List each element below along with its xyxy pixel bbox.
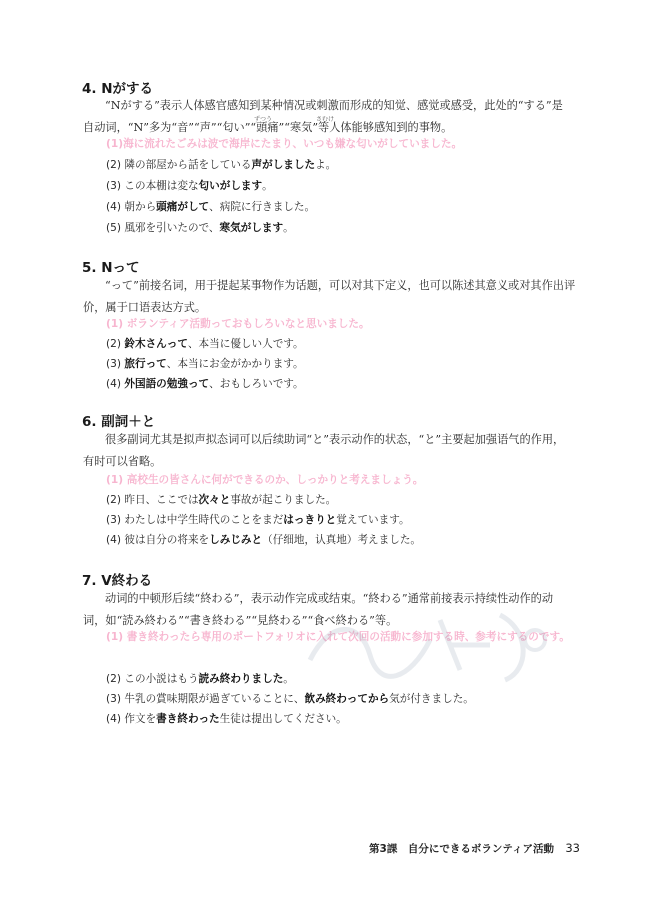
section-heading: 5. Nって — [82, 260, 140, 276]
description-line: “って”前接名词，用于提起某事物作为话题，可以对其下定义，也可以陈述其意义或对其作出评 — [105, 279, 576, 292]
example-sentence: (2) 鈴木さんって、本当に優しい人です。 — [106, 338, 304, 350]
example-sentence: (5) 風邪を引いたので、寒気がします。 — [106, 222, 294, 234]
lesson-title: 第3課 自分にできるボランティア活動 — [369, 843, 555, 855]
example-sentence: (1) ボランティア活動っておもしろいなと思いました。 — [106, 318, 370, 330]
section-description — [83, 429, 583, 473]
watermark-graphic — [300, 600, 560, 690]
page-footer — [369, 841, 580, 856]
example-sentence: (4) 朝から頭痛がして、病院に行きました。 — [106, 201, 316, 213]
description-line: 词，如“読み終わる”“書き終わる”“見終わる”“食べ終わる”等。 — [83, 614, 398, 627]
description-line: 自动词，“N”多为“音”“声”“匂い”“頭痛”“寒気”等人体能够感知到的事物。 — [83, 121, 453, 134]
section-heading: 6. 副詞＋と — [82, 414, 156, 430]
example-sentence: (2) この小説はもう読み終わりました。 — [106, 673, 294, 685]
example-sentence: (4) 外国語の勉強って、おもしろいです。 — [106, 378, 304, 390]
example-sentence: (3) 牛乳の賞味期限が過ぎていることに、飲み終わってから気が付きました。 — [106, 693, 474, 705]
example-sentence: (2) 昨日、ここでは次々と事故が起こりました。 — [106, 494, 337, 506]
example-sentence: (4) 彼は自分の将来をしみじみと（仔细地，认真地）考えました。 — [106, 534, 422, 546]
description-line: 很多副词尤其是拟声拟态词可以后续助词“と”表示动作的状态，“と”主要起加强语气的作用， — [105, 433, 565, 446]
description-line: “Nがする”表示人体感官感知到某种情况或刺激而形成的知觉、感觉或感受，此处的“する”是 — [105, 99, 563, 112]
example-sentence: (4) 作文を書き終わった生徒は提出してください。 — [106, 713, 347, 725]
example-sentence: (1) 書き終わったら専用のポートフォリオに入れて次回の活動に参加する時、参考にするのです。 — [106, 631, 570, 643]
description-line: 价，属于口语表达方式。 — [83, 301, 207, 314]
furigana: さむけ — [316, 116, 335, 123]
example-sentence: (3) この本棚は変な匂いがします。 — [106, 180, 273, 192]
example-sentence: (1) 高校生の皆さんに何ができるのか、しっかりと考えましょう。 — [106, 474, 424, 486]
description-line: 有时可以省略。 — [83, 455, 162, 468]
example-sentence: (3) 旅行って、本当にお金がかかります。 — [106, 358, 304, 370]
section-heading: 4. Nがする — [82, 81, 154, 97]
furigana: ずつう — [254, 116, 273, 123]
example-sentence: (1)海に流れたごみは波で海岸にたまり、いつも嫌な匂いがしていました。 — [106, 138, 463, 150]
example-sentence: (3) わたしは中学生時代のことをまだはっきりと覚えています。 — [106, 514, 410, 526]
section-description — [83, 275, 583, 319]
section-heading: 7. V終わる — [82, 573, 153, 589]
page-number: 33 — [565, 841, 580, 855]
description-line: 动词的中顿形后续“終わる”，表示动作完成或结束。“終わる”通常前接表示持续性动作的动 — [105, 592, 554, 605]
example-sentence: (2) 隣の部屋から話をしている声がしましたよ。 — [106, 159, 337, 171]
